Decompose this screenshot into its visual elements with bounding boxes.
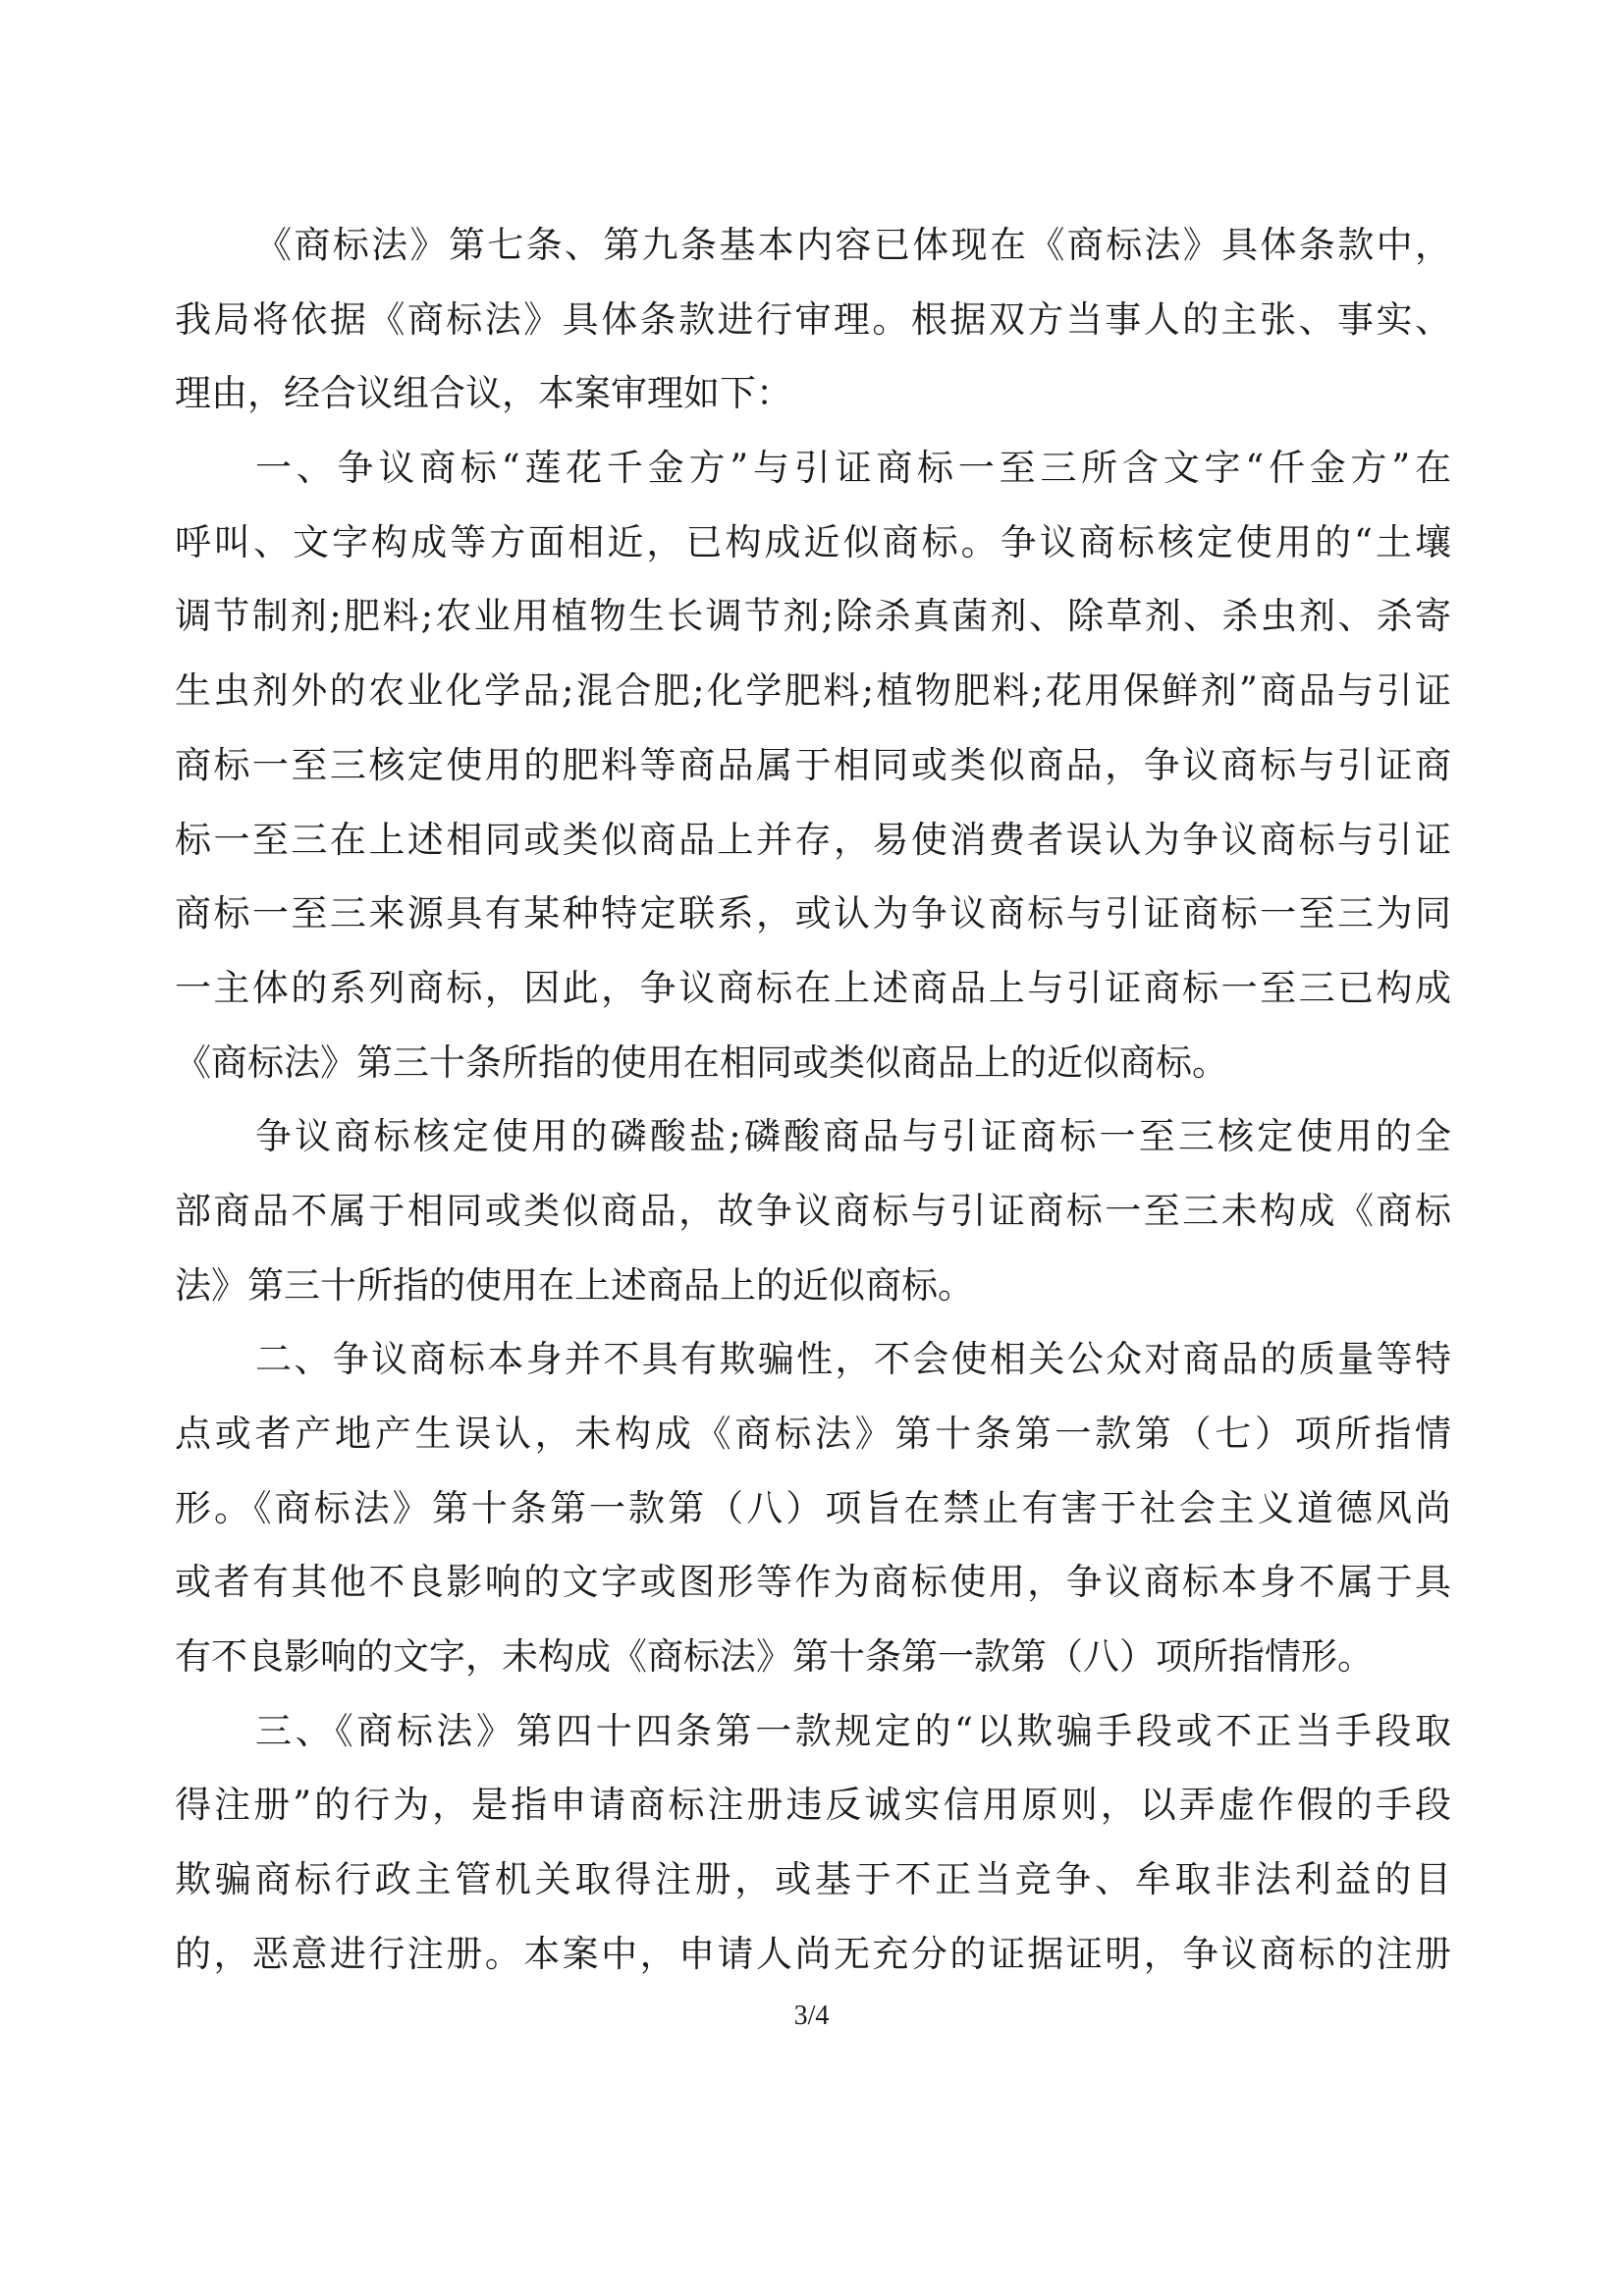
text-line: 我局将依据《商标法》具体条款进行审理。根据双方当事人的主张、事实、 bbox=[175, 297, 1451, 341]
text-line: 得注册”的行为，是指申请商标注册违反诚实信用原则，以弄虚作假的手段 bbox=[175, 1784, 1451, 1827]
text-line: 的，恶意进行注册。本案中，申请人尚无充分的证据证明，争议商标的注册 bbox=[175, 1932, 1451, 1975]
text-line: 形。《商标法》第十条第一款第（八）项旨在禁止有害于社会主义道德风尚 bbox=[175, 1486, 1451, 1529]
page-number: 3/4 bbox=[793, 2001, 830, 2031]
text-line: 生虫剂外的农业化学品;混合肥;化学肥料;植物肥料;花用保鲜剂”商品与引证 bbox=[175, 669, 1451, 713]
text-line: 部商品不属于相同或类似商品，故争议商标与引证商标一至三未构成《商标 bbox=[175, 1189, 1451, 1232]
body-text bbox=[175, 202, 1451, 1986]
text-line: 标一至三在上述相同或类似商品上并存，易使消费者误认为争议商标与引证 bbox=[175, 818, 1451, 861]
text-line: 二、争议商标本身并不具有欺骗性，不会使相关公众对商品的质量等特 bbox=[255, 1338, 1451, 1381]
text-line: 争议商标核定使用的磷酸盐;磷酸商品与引证商标一至三核定使用的全 bbox=[255, 1115, 1451, 1158]
text-line: 调节制剂;肥料;农业用植物生长调节剂;除杀真菌剂、除草剂、杀虫剂、杀寄 bbox=[175, 595, 1451, 638]
text-line: 有不良影响的文字，未构成《商标法》第十条第一款第（八）项所指情形。 bbox=[175, 1635, 1374, 1679]
text-line: 点或者产地产生误认，未构成《商标法》第十条第一款第（七）项所指情 bbox=[175, 1413, 1451, 1455]
text-line: 商标一至三核定使用的肥料等商品属于相同或类似商品，争议商标与引证商 bbox=[175, 743, 1451, 786]
text-line: 《商标法》第七条、第九条基本内容已体现在《商标法》具体条款中， bbox=[255, 224, 1451, 266]
text-line: 一主体的系列商标，因此，争议商标在上述商品上与引证商标一至三已构成 bbox=[175, 966, 1451, 1009]
text-line: 呼叫、文字构成等方面相近，已构成近似商标。争议商标核定使用的“土壤 bbox=[175, 520, 1451, 563]
text-line: 《商标法》第三十条所指的使用在相同或类似商品上的近似商标。 bbox=[175, 1041, 1228, 1084]
text-line: 法》第三十所指的使用在上述商品上的近似商标。 bbox=[175, 1263, 974, 1307]
text-line: 理由，经合议组合议，本案审理如下： bbox=[175, 372, 792, 415]
text-line: 或者有其他不良影响的文字或图形等作为商标使用，争议商标本身不属于具 bbox=[175, 1561, 1451, 1604]
text-line: 欺骗商标行政主管机关取得注册，或基于不正当竞争、牟取非法利益的目 bbox=[175, 1858, 1451, 1901]
text-line: 商标一至三来源具有某种特定联系，或认为争议商标与引证商标一至三为同 bbox=[175, 892, 1451, 935]
text-line: 一、争议商标“莲花千金方”与引证商标一至三所含文字“仟金方”在 bbox=[255, 447, 1451, 490]
text-line: 三、《商标法》第四十四条第一款规定的“以欺骗手段或不正当手段取 bbox=[255, 1709, 1451, 1752]
